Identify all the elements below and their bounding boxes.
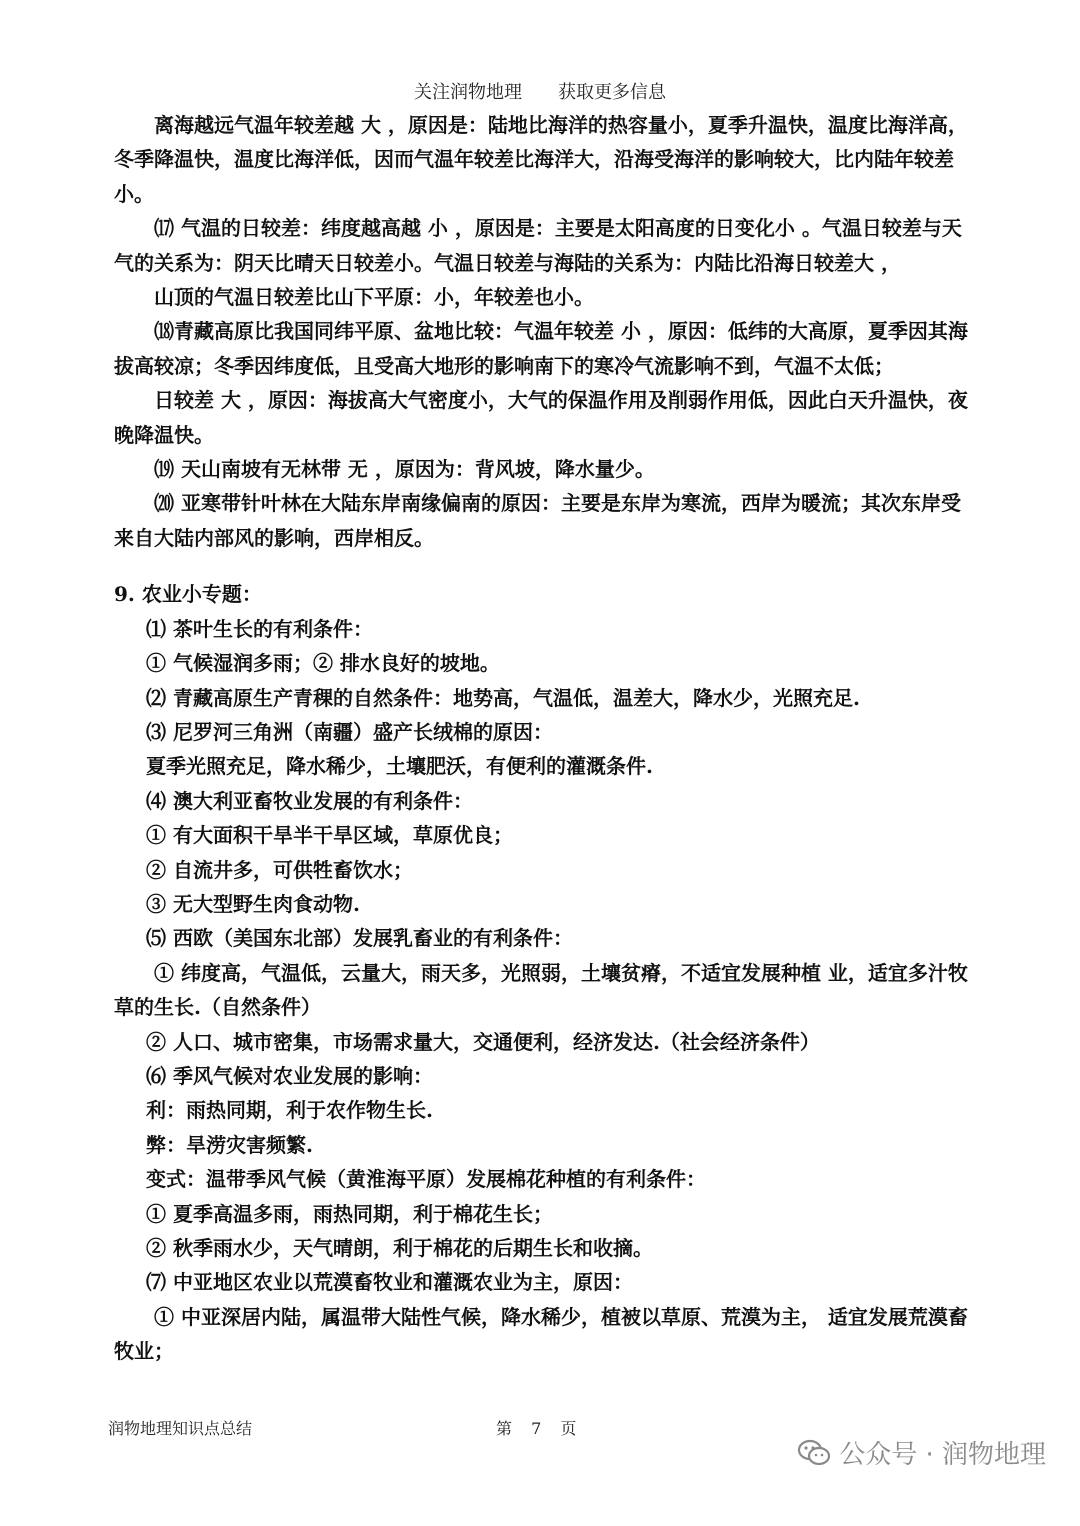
header-left-text: 关注润物地理 [414, 82, 522, 103]
list-item: ② 人口、城市密集，市场需求量大，交通便利，经济发达.（社会经济条件） [146, 1029, 820, 1054]
list-item: ⑸ 西欧（美国东北部）发展乳畜业的有利条件： [146, 926, 573, 951]
list-item: ① 有大面积干旱半干旱区域，草原优良； [146, 823, 513, 848]
paragraph: ⒄ 气温的日较差：纬度越高越 小 ，原因是：主要是太阳高度的日变化小 。气温日较差与天气的关系为：阴天比晴天日较差小。气温日较差与海陆的关系为：内陆比沿海日较差大 ， [114, 216, 962, 275]
paragraph: ⒅青藏高原比我国同纬平原、盆地比较：气温年较差 小 ，原因：低纬的大高原，夏季因其海拔高较凉；冬季因纬度低，且受高大地形的影响南下的寒冷气流影响不到，气温不太低； [114, 319, 968, 378]
paragraph: 山顶的气温日较差比山下平原：小，年较差也小。 [154, 285, 594, 310]
paragraph: ⒆ 天山南坡有无林带 无 ，原因为：背风坡，降水量少。 [154, 457, 655, 482]
paragraph: 离海越远气温年较差越 大 ，原因是：陆地比海洋的热容量小，夏季升温快，温度比海洋高，冬季降温快，温度比海洋低，因而气温年较差比海洋大，沿海受海洋的影响较大，比内陆年较差小。 [114, 113, 968, 206]
list-item: ⑶ 尼罗河三角洲（南疆）盛产长绒棉的原因： [146, 719, 553, 744]
watermark-text: 公众号 · 润物地理 [839, 1440, 1046, 1470]
page-number: 第 7 页 [496, 1419, 577, 1438]
list-item: ⑴ 茶叶生长的有利条件： [146, 616, 373, 641]
list-item: ② 秋季雨水少，天气晴朗，利于棉花的后期生长和收摘。 [146, 1236, 653, 1260]
section-heading: 9. 农业小专题： [114, 582, 262, 607]
list-item: ⑹ 季风气候对农业发展的影响： [146, 1063, 433, 1088]
list-item: ① 纬度高，气温低，云量大，雨天多，光照弱，土壤贫瘠，不适宜发展种植 业，适宜多汁牧草的生长.（自然条件） [114, 960, 968, 1020]
wechat-icon [797, 1438, 831, 1468]
list-item: ① 夏季高温多雨，雨热同期，利于棉花生长； [146, 1201, 553, 1226]
list-item: ① 中亚深居内陆，属温带大陆性气候，降水稀少，植被以草原、荒漠为主， 适宜发展荒漠畜牧业； [114, 1304, 968, 1364]
document-body [114, 108, 974, 1369]
header-right-text: 获取更多信息 [558, 82, 666, 103]
list-item: ⑺ 中亚地区农业以荒漠畜牧业和灌溉农业为主，原因： [146, 1270, 633, 1295]
list-item: 弊：旱涝灾害频繁. [146, 1132, 313, 1157]
list-item: ③ 无大型野生肉食动物. [146, 891, 360, 916]
list-item: ⑷ 澳大利亚畜牧业发展的有利条件： [146, 788, 473, 813]
paragraph: 日较差 大 ，原因：海拔高大气密度小，大气的保温作用及削弱作用低，因此白天升温快，夜晚降温快。 [114, 388, 968, 447]
page-header [0, 78, 1080, 104]
list-item: 利：雨热同期，利于农作物生长. [146, 1098, 433, 1123]
list-item: 夏季光照充足，降水稀少，土壤肥沃，有便利的灌溉条件. [146, 754, 653, 779]
watermark [797, 1434, 1046, 1471]
list-item: ① 气候湿润多雨；② 排水良好的坡地。 [146, 651, 500, 676]
list-item: ⑵ 青藏高原生产青稞的自然条件：地势高，气温低，温差大，降水少，光照充足. [146, 685, 860, 710]
list-item: 变式：温带季风气候（黄淮海平原）发展棉花种植的有利条件： [146, 1167, 706, 1192]
list-item: ② 自流井多，可供牲畜饮水； [146, 857, 413, 882]
footer-title: 润物地理知识点总结 [108, 1419, 253, 1438]
paragraph: ⒇ 亚寒带针叶林在大陆东岸南缘偏南的原因：主要是东岸为寒流，西岸为暖流；其次东岸受来自大陆内部风的影响，西岸相反。 [114, 491, 961, 550]
